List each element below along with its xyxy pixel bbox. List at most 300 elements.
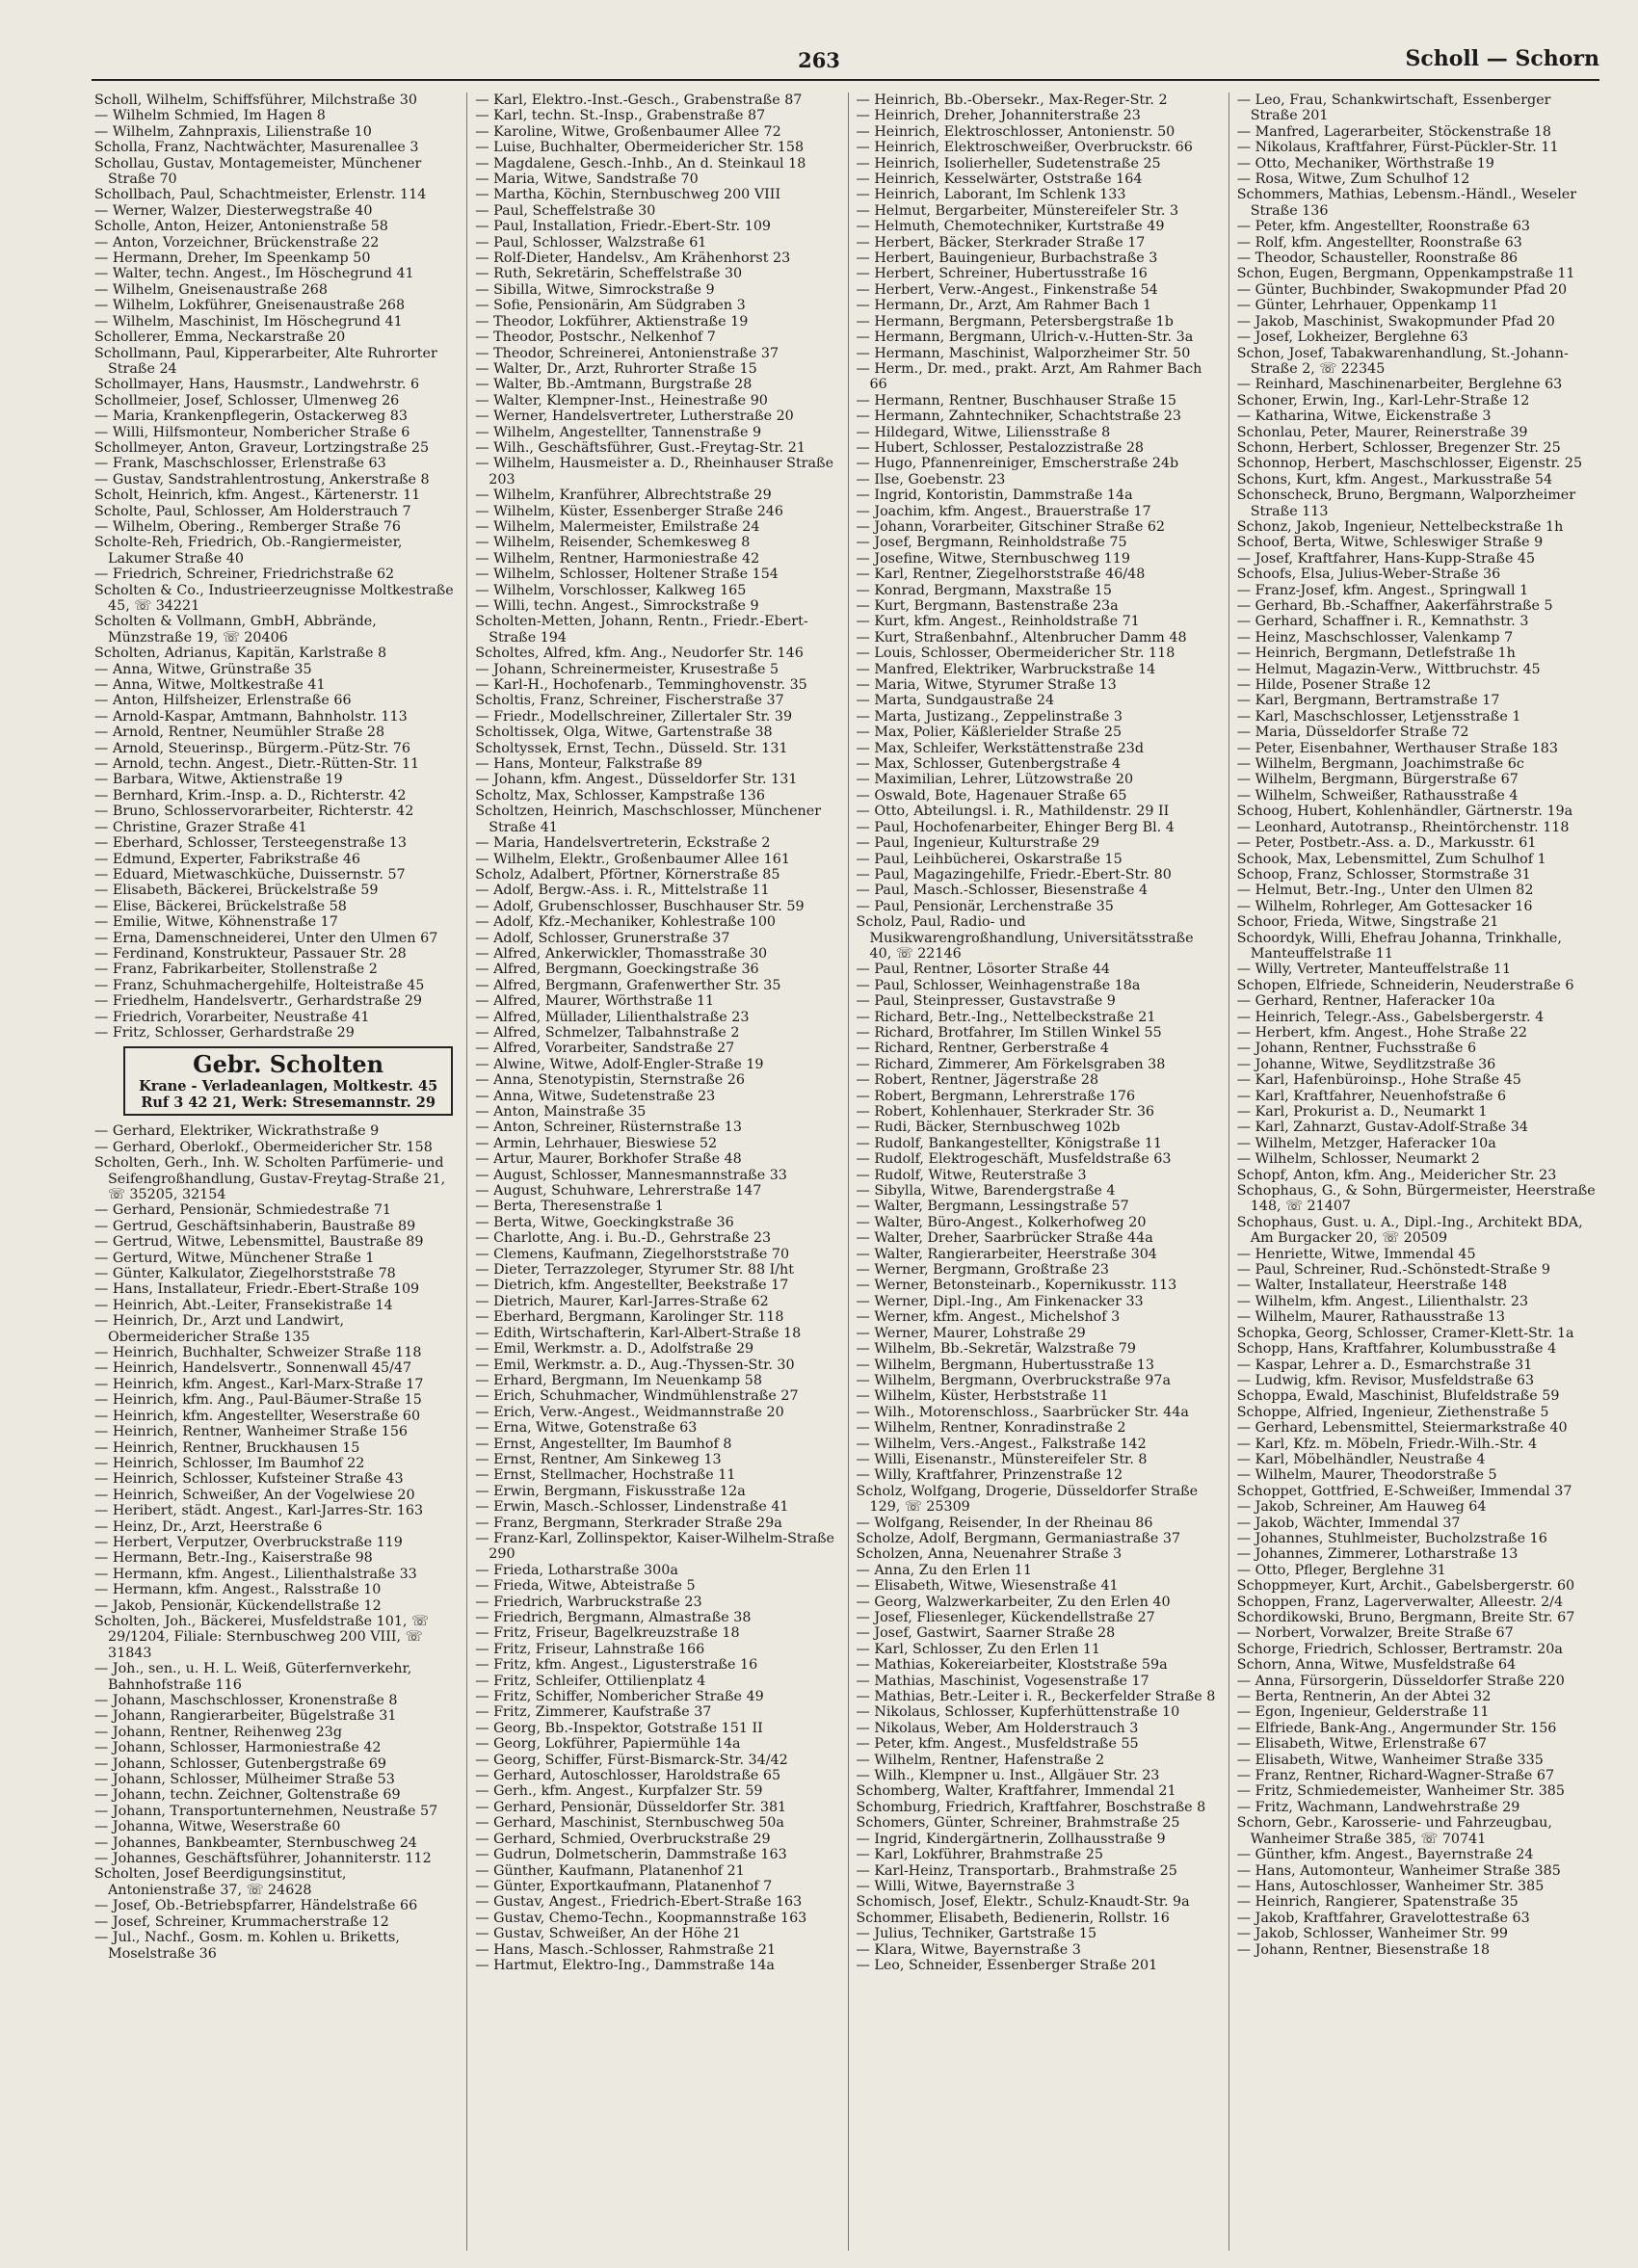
directory-entry: — Heinrich, Schweißer, An der Vogelwiese 20	[94, 1487, 415, 1503]
directory-entry: — Karl, Zahnarzt, Gustav-Adolf-Straße 34	[1236, 1120, 1528, 1136]
directory-entry: — Heinrich, Laborant, Im Schlenk 133	[856, 187, 1126, 203]
directory-entry: — Walter, Büro-Angest., Kolkerhofweg 20	[856, 1214, 1147, 1230]
directory-entry: — Gerhard, Autoschlosser, Haroldstraße 65	[475, 1768, 781, 1784]
directory-entry: — Frieda, Witwe, Abteistraße 5	[475, 1578, 696, 1595]
directory-entry: — Fritz, Friseur, Lahnstraße 166	[475, 1641, 705, 1657]
directory-entry: — Franz, Rentner, Richard-Wagner-Straße 67	[1236, 1768, 1555, 1784]
directory-entry: — Fritz, kfm. Angest., Ligusterstraße 16	[475, 1657, 758, 1674]
directory-entry: Scholtzen, Heinrich, Maschschlosser, Münchener Straße 41	[475, 804, 822, 835]
directory-entry: — Louis, Schlosser, Obermeidericher Str. 118	[856, 646, 1176, 662]
directory-columns	[94, 92, 1599, 2251]
directory-entry: — Peter, Postbetr.-Ass. a. D., Markusstr. 61	[1236, 835, 1537, 852]
directory-entry: Schopp, Hans, Kraftfahrer, Kolumbusstraße 4	[1236, 1341, 1557, 1358]
directory-entry: — Johann, Schlosser, Mülheimer Straße 53	[94, 1772, 395, 1788]
directory-entry: Scholte-Reh, Friedrich, Ob.-Rangiermeister, Lakumer Straße 40	[94, 535, 403, 567]
directory-entry: Schonz, Jakob, Ingenieur, Nettelbeckstraße 1h	[1236, 518, 1564, 535]
directory-entry: — Wilhelm, Maurer, Theodorstraße 5	[1236, 1467, 1497, 1484]
directory-entry: — Friedrich, Bergmann, Almastraße 38	[475, 1610, 752, 1625]
directory-entry: — Elisabeth, Witwe, Erlenstraße 67	[1236, 1736, 1487, 1753]
directory-entry: — Karl, Kfz. m. Möbeln, Friedr.-Wilh.-Str. 4	[1236, 1436, 1538, 1452]
directory-entry: — Josef, Lokheizer, Berglehne 63	[1236, 330, 1468, 346]
directory-entry: — Wilhelm, Angestellter, Tannenstraße 9	[475, 424, 762, 440]
directory-entry: — Jakob, Pensionär, Kückendellstraße 12	[94, 1597, 382, 1614]
directory-entry: — Walter, techn. Angest., Im Höschegrund 41	[94, 266, 414, 282]
directory-entry: — Karl, Schlosser, Zu den Erlen 11	[856, 1641, 1101, 1657]
directory-entry: — Edith, Wirtschafterin, Karl-Albert-Straße 18	[475, 1325, 802, 1341]
directory-entry: — Josef, Gastwirt, Saarner Straße 28	[856, 1625, 1116, 1642]
directory-entry: — Ingrid, Kontoristin, Dammstraße 14a	[856, 488, 1133, 504]
directory-entry: — Elisabeth, Witwe, Wiesenstraße 41	[856, 1578, 1119, 1595]
directory-entry: — Johann, Schlosser, Gutenbergstraße 69	[94, 1755, 386, 1772]
directory-entry: — Alfred, Schmelzer, Talbahnstraße 2	[475, 1024, 740, 1041]
directory-entry: — Johann, Rangierarbeiter, Bügelstraße 31	[94, 1708, 397, 1725]
directory-entry: Schoppmeyer, Kurt, Archit., Gabelsbergerstr. 60	[1236, 1578, 1575, 1595]
directory-entry: — Karl, Elektro.-Inst.-Gesch., Grabenstraße 87	[475, 92, 803, 108]
directory-entry: — Jakob, Schlosser, Wanheimer Str. 99	[1236, 1926, 1508, 1942]
directory-entry: — Richard, Zimmerer, Am Förkelsgraben 38	[856, 1056, 1166, 1072]
directory-entry: — Edmund, Experter, Fabrikstraße 46	[94, 851, 361, 867]
directory-entry: — Fritz, Schiffer, Nombericher Straße 49	[475, 1689, 764, 1705]
directory-entry: — Walter, Dreher, Saarbrücker Straße 44a	[856, 1230, 1153, 1247]
directory-entry: — Johann, Schreinermeister, Krusestraße 5	[475, 661, 779, 677]
directory-entry: — Theodor, Schausteller, Roonstraße 86	[1236, 251, 1519, 267]
directory-entry: — Johannes, Geschäftsführer, Johanniterstr. 112	[94, 1851, 432, 1867]
directory-entry: — Wolfgang, Reisender, In der Rheinau 86	[856, 1515, 1153, 1531]
directory-entry: — Anna, Witwe, Moltkestraße 41	[94, 677, 326, 694]
directory-entry: — Hermann, kfm. Angest., Lilienthalstraße 33	[94, 1566, 417, 1582]
directory-entry: — Mathias, Kokereiarbeiter, Kloststraße 59a	[856, 1657, 1168, 1674]
directory-entry: — Friedrich, Schreiner, Friedrichstraße 62	[94, 567, 395, 583]
directory-entry: — Karl, Möbelhändler, Neustraße 4	[1236, 1451, 1486, 1467]
directory-entry: — Jakob, Schreiner, Am Hauweg 64	[1236, 1499, 1487, 1516]
directory-entry: — Heinrich, Dreher, Johanniterstraße 23	[856, 108, 1141, 124]
directory-entry: — Emilie, Witwe, Köhnenstraße 17	[94, 914, 338, 931]
directory-entry: — Reinhard, Maschinenarbeiter, Berglehne 63	[1236, 377, 1563, 393]
directory-entry: — Fritz, Schlosser, Gerhardstraße 29	[94, 1024, 355, 1041]
column-1	[94, 92, 457, 2251]
directory-entry: Schopf, Anton, kfm. Ang., Meidericher Str. 23	[1236, 1167, 1557, 1183]
directory-entry: — Robert, Kohlenhauer, Sterkrader Str. 36	[856, 1104, 1155, 1120]
directory-entry: — Wilh., Klempner u. Inst., Allgäuer Str. 23	[856, 1768, 1160, 1784]
column-2	[466, 92, 837, 2251]
directory-entry: — Theodor, Schreinerei, Antonienstraße 37	[475, 345, 779, 361]
directory-entry: — Emil, Werkmstr. a. D., Aug.-Thyssen-Str. 30	[475, 1357, 795, 1373]
directory-entry: Schomisch, Josef, Elektr., Schulz-Knaudt-Str. 9a	[856, 1894, 1190, 1911]
directory-entry: — Wilhelm, Rentner, Konradinstraße 2	[856, 1420, 1126, 1437]
directory-entry: Scholle, Anton, Heizer, Antonienstraße 58	[94, 219, 388, 235]
directory-entry: — Jakob, Kraftfahrer, Gravelottestraße 63	[1236, 1910, 1530, 1926]
directory-entry: — Walter, Rangierarbeiter, Heerstraße 304	[856, 1246, 1157, 1262]
directory-entry: — Berta, Rentnerin, An der Abtei 32	[1236, 1689, 1492, 1705]
directory-entry: — Rudolf, Witwe, Reuterstraße 3	[856, 1167, 1087, 1183]
directory-entry: — Karl, Rentner, Ziegelhorststraße 46/48	[856, 567, 1146, 583]
directory-entry: — Maria, Düsseldorfer Straße 72	[1236, 725, 1469, 741]
directory-entry: — Anna, Stenotypistin, Sternstraße 26	[475, 1072, 745, 1089]
directory-entry: — Leo, Frau, Schankwirtschaft, Essenberger Straße 201	[1236, 92, 1551, 124]
directory-entry: — Wilhelm, Küster, Essenberger Straße 246	[475, 503, 783, 519]
directory-entry: — Barbara, Witwe, Aktienstraße 19	[94, 772, 343, 788]
directory-entry: — Hermann, Dr., Arzt, Am Rahmer Bach 1	[856, 298, 1152, 314]
directory-entry: — Heinrich, kfm. Angestellter, Weserstraße 60	[94, 1408, 421, 1424]
directory-entry: — Dietrich, kfm. Angestellter, Beekstraße 17	[475, 1278, 789, 1294]
directory-entry: — Wilhelm, Lokführer, Gneisenaustraße 268	[94, 298, 406, 314]
directory-entry: — Wilhelm, Schlosser, Holtener Straße 154	[475, 567, 779, 583]
directory-entry: — Wilhelm, Maurer, Rathausstraße 13	[1236, 1309, 1505, 1326]
directory-entry: Schomburg, Friedrich, Kraftfahrer, Boschstraße 8	[856, 1799, 1206, 1815]
running-head: Scholl — Schorn	[1405, 46, 1599, 71]
directory-entry: — Hugo, Pfannenreiniger, Emscherstraße 24b	[856, 456, 1179, 472]
directory-entry: — Ernst, Stellmacher, Hochstraße 11	[475, 1467, 736, 1484]
directory-entry: — Heinrich, kfm. Angest., Karl-Marx-Straße 17	[94, 1376, 424, 1392]
directory-entry: — Maria, Witwe, Styrumer Straße 13	[856, 677, 1117, 694]
directory-entry: — Willi, Eisenanstr., Münstereifeler Str. 8	[856, 1451, 1148, 1467]
directory-entry: — Gustav, Angest., Friedrich-Ebert-Straße 163	[475, 1894, 803, 1911]
directory-entry: Scholten & Co., Industrieerzeugnisse Moltkestraße 45, ☏ 34221	[94, 582, 454, 614]
directory-entry: — Erich, Verw.-Angest., Weidmannstraße 20	[475, 1404, 784, 1420]
directory-entry: — Rolf-Dieter, Handelsv., Am Krähenhorst 23	[475, 251, 791, 267]
directory-entry: — Karl-H., Hochofenarb., Temminghovenstr. 35	[475, 677, 807, 694]
directory-entry: — Manfred, Lagerarbeiter, Stöckenstraße 18	[1236, 123, 1552, 140]
directory-entry: Schons, Kurt, kfm. Angest., Markusstraße 54	[1236, 471, 1553, 488]
directory-entry: — Alfred, Maurer, Wörthstraße 11	[475, 993, 715, 1010]
directory-entry: Schollau, Gustav, Montagemeister, Münchener Straße 70	[94, 155, 422, 188]
directory-entry: — Richard, Betr.-Ing., Nettelbeckstraße 21	[856, 1009, 1156, 1025]
directory-entry: — Nikolaus, Schlosser, Kupferhüttenstraße 10	[856, 1704, 1180, 1721]
directory-entry: — Karl, Prokurist a. D., Neumarkt 1	[1236, 1104, 1488, 1120]
directory-entry: — Gerhard, Schaffner i. R., Kemnathstr. 3	[1236, 614, 1529, 630]
directory-entry: Schorn, Anna, Witwe, Musfeldstraße 64	[1236, 1657, 1517, 1674]
directory-entry: — Johann, Schlosser, Harmoniestraße 42	[94, 1740, 382, 1756]
directory-entry: — Wilhelm, Bergmann, Overbruckstraße 97a	[856, 1372, 1172, 1388]
directory-entry: — Gerhard, Elektriker, Wickrathstraße 9	[94, 1123, 380, 1140]
directory-entry: — Heinrich, Bb.-Obersekr., Max-Reger-Str. 2	[856, 92, 1168, 108]
directory-entry: — Theodor, Postschr., Nelkenhof 7	[475, 330, 716, 346]
directory-entry: — Wilhelm, Reisender, Schemkesweg 8	[475, 535, 751, 551]
directory-entry: — Friedrich, Vorarbeiter, Neustraße 41	[94, 1009, 370, 1025]
directory-entry: — Heribert, städt. Angest., Karl-Jarres-Str. 163	[94, 1503, 424, 1519]
directory-entry: — Georg, Walzwerkarbeiter, Zu den Erlen 40	[856, 1594, 1171, 1610]
directory-entry: Schonlau, Peter, Maurer, Reinerstraße 39	[1236, 424, 1528, 440]
directory-entry: Schophaus, G., & Sohn, Bürgermeister, Heerstraße 148, ☏ 21407	[1236, 1183, 1596, 1215]
ad-line-2: Ruf 3 42 21, Werk: Stresemannstr. 29	[141, 1094, 436, 1112]
directory-entry: — Karl, Kraftfahrer, Neuenhofstraße 6	[1236, 1088, 1507, 1104]
directory-entry: — Kurt, Straßenbahnf., Altenbrucher Damm 48	[856, 629, 1187, 646]
directory-entry: — Josef, Fliesenleger, Kückendellstraße 27	[856, 1610, 1155, 1625]
directory-entry: — Johanne, Witwe, Seydlitzstraße 36	[1236, 1056, 1496, 1072]
directory-entry: — Fritz, Zimmerer, Kaufstraße 37	[475, 1704, 712, 1721]
directory-entry: Scholtissek, Olga, Witwe, Gartenstraße 38	[475, 725, 773, 741]
directory-entry: — Dietrich, Maurer, Karl-Jarres-Straße 62	[475, 1293, 769, 1309]
directory-entry: — Oswald, Bote, Hagenauer Straße 65	[856, 787, 1127, 804]
directory-entry: — Paul, Schreiner, Rud.-Schönstedt-Straße 9	[1236, 1262, 1551, 1279]
directory-entry: — Dieter, Terrazzoleger, Styrumer Str. 88 I/ht	[475, 1262, 794, 1279]
directory-entry: — Heinrich, Rangierer, Spatenstraße 35	[1236, 1894, 1519, 1911]
directory-entry: — Elisabeth, Bäckerei, Brückelstraße 59	[94, 883, 379, 899]
directory-entry: — Heinrich, Kesselwärter, Oststraße 164	[856, 171, 1143, 188]
directory-entry: — Franz, Fabrikarbeiter, Stollenstraße 2	[94, 962, 378, 978]
directory-entry: Scholl, Wilhelm, Schiffsführer, Milchstraße 30	[94, 92, 417, 108]
directory-entry: — Adolf, Schlosser, Grunerstraße 37	[475, 930, 730, 946]
directory-entry: — Mathias, Maschinist, Vogesenstraße 17	[856, 1673, 1149, 1689]
directory-entry: — Herbert, Verw.-Angest., Finkenstraße 54	[856, 281, 1158, 298]
directory-entry: — Paul, Magazingehilfe, Friedr.-Ebert-Str. 80	[856, 866, 1172, 883]
directory-entry: — Werner, Maurer, Lohstraße 29	[856, 1325, 1086, 1341]
directory-entry: Scholzen, Anna, Neuenahrer Straße 3	[856, 1546, 1123, 1563]
directory-entry: — Arnold-Kaspar, Amtmann, Bahnholstr. 113	[94, 708, 408, 725]
directory-entry: — Hans, Autoschlosser, Wanheimer Str. 385	[1236, 1878, 1545, 1894]
directory-entry: — Heinrich, Schlosser, Kufsteiner Straße 43	[94, 1471, 404, 1488]
directory-entry: — Jakob, Wächter, Immendal 37	[1236, 1515, 1461, 1531]
directory-entry: Scholte, Paul, Schlosser, Am Holderstrauch 7	[94, 503, 411, 519]
directory-entry: — Anna, Witwe, Sudetenstraße 23	[475, 1088, 716, 1104]
directory-entry: — Leonhard, Autotransp., Rheintörchenstr. 118	[1236, 819, 1570, 835]
directory-entry: — Franz-Josef, kfm. Angest., Springwall 1	[1236, 582, 1529, 598]
directory-entry: — Franz-Karl, Zollinspektor, Kaiser-Wilhelm-Straße 290	[475, 1530, 835, 1563]
directory-entry: Schoofs, Elsa, Julius-Weber-Straße 36	[1236, 567, 1501, 583]
directory-entry: — Werner, Bergmann, Großtraße 23	[856, 1262, 1109, 1279]
directory-entry: Schommer, Elisabeth, Bedienerin, Rollstr. 16	[856, 1910, 1170, 1926]
directory-entry: — Paul, Installation, Friedr.-Ebert-Str. 109	[475, 219, 772, 235]
directory-entry: — Hermann, Zahntechniker, Schachtstraße 23	[856, 409, 1181, 425]
directory-entry: — Herbert, Verputzer, Overbruckstraße 119	[94, 1534, 403, 1550]
directory-entry: — Helmuth, Chemotechniker, Kurtstraße 49	[856, 219, 1165, 235]
directory-entry: Scholten & Vollmann, GmbH, Abbrände, Münzstraße 19, ☏ 20406	[94, 614, 377, 646]
page-number: 263	[798, 48, 840, 72]
directory-entry: — Hermann, Rentner, Buschhauser Straße 15	[856, 392, 1176, 409]
directory-entry: — Armin, Lehrhauer, Bieswiese 52	[475, 1135, 718, 1151]
directory-entry: — Wilhelm, Bergmann, Joachimstraße 6c	[1236, 756, 1524, 773]
directory-entry: Schoner, Erwin, Ing., Karl-Lehr-Straße 12	[1236, 392, 1530, 409]
directory-entry: Scholten, Gerh., Inh. W. Scholten Parfümerie- und Seifengroßhandlung, Gustav-Freytag-Straße 21, ☏ 35205, 32154	[94, 1155, 446, 1202]
directory-entry: — Heinrich, Handelsvertr., Sonnenwall 45/47	[94, 1360, 412, 1377]
directory-entry: Schonscheck, Bruno, Bergmann, Walporzheimer Straße 113	[1236, 488, 1576, 519]
directory-entry: — Gudrun, Dolmetscherin, Dammstraße 163	[475, 1847, 787, 1863]
directory-entry: — Werner, Dipl.-Ing., Am Finkenacker 33	[856, 1293, 1144, 1309]
directory-entry: — Ernst, Angestellter, Im Baumhof 8	[475, 1436, 732, 1452]
directory-entry: — Ferdinand, Konstrukteur, Passauer Str. 28	[94, 945, 407, 962]
directory-entry: — Franz, Schuhmachergehilfe, Holteistraße 45	[94, 977, 425, 993]
directory-entry: Schopka, Georg, Schlosser, Cramer-Klett-Str. 1a	[1236, 1325, 1574, 1341]
directory-entry: — Anton, Schreiner, Rüsternstraße 13	[475, 1120, 742, 1136]
directory-entry: — Sofie, Pensionärin, Am Südgraben 3	[475, 298, 746, 314]
directory-entry: — Rolf, kfm. Angestellter, Roonstraße 63	[1236, 234, 1522, 251]
directory-entry: — Maria, Witwe, Sandstraße 70	[475, 171, 699, 188]
directory-entry: — Herbert, Bäcker, Sterkrader Straße 17	[856, 234, 1146, 251]
directory-entry: — Frieda, Lotharstraße 300a	[475, 1562, 678, 1578]
directory-entry: Schoog, Hubert, Kohlenhändler, Gärtnerstr. 19a	[1236, 804, 1573, 820]
directory-entry: Scholten, Joh., Bäckerei, Musfeldstraße 101, ☏ 29/1204, Filiale: Sternbuschweg 200 VIII, ☏ 31843	[94, 1613, 429, 1661]
directory-entry: — Wilhelm, Gneisenaustraße 268	[94, 281, 328, 298]
directory-entry: — Wilhelm, Rentner, Harmoniestraße 42	[475, 550, 760, 567]
directory-entry: — Josef, Ob.-Betriebspfarrer, Händelstraße 66	[94, 1898, 418, 1914]
directory-entry: — Heinrich, Elektroschlosser, Antonienstr. 50	[856, 123, 1176, 140]
directory-entry: — Herbert, kfm. Angest., Hohe Straße 22	[1236, 1024, 1528, 1041]
directory-entry: — Erich, Schuhmacher, Windmühlenstraße 27	[475, 1388, 799, 1405]
directory-entry: Scholze, Adolf, Bergmann, Germaniastraße 37	[856, 1530, 1181, 1546]
directory-entry: Schollmeier, Josef, Schlosser, Ulmenweg 26	[94, 392, 400, 409]
directory-entry: — Theodor, Lokführer, Aktienstraße 19	[475, 313, 749, 330]
directory-entry: — Robert, Bergmann, Lehrerstraße 176	[856, 1088, 1136, 1104]
directory-entry: Schonnop, Herbert, Maschschlosser, Eigenstr. 25	[1236, 456, 1583, 472]
directory-entry: — Bruno, Schlosservorarbeiter, Richterstr. 42	[94, 804, 414, 820]
directory-entry: — Wilhelm, Elektr., Großenbaumer Allee 161	[475, 851, 790, 867]
directory-entry: — Eberhard, Schlosser, Tersteegenstraße 13	[94, 835, 407, 852]
directory-entry: — Johannes, Stuhlmeister, Bucholzstraße 16	[1236, 1530, 1547, 1546]
directory-entry: — Heinz, Dr., Arzt, Heerstraße 6	[94, 1518, 323, 1535]
directory-entry: — Mathias, Betr.-Leiter i. R., Beckerfelder Straße 8	[856, 1689, 1216, 1705]
directory-entry: Schomers, Günter, Schreiner, Brahmstraße 25	[856, 1815, 1180, 1832]
directory-entry: — Karoline, Witwe, Großenbaumer Allee 72	[475, 123, 781, 140]
directory-entry: — Joachim, kfm. Angest., Brauerstraße 17	[856, 503, 1151, 519]
directory-entry: — Henriette, Witwe, Immendal 45	[1236, 1246, 1476, 1262]
directory-entry: — Paul, Scheffelstraße 30	[475, 202, 656, 219]
directory-entry: Schollmayer, Hans, Hausmstr., Landwehrstr. 6	[94, 377, 420, 393]
directory-entry: Scholten, Josef Beerdigungsinstitut, Antonienstraße 37, ☏ 24628	[94, 1866, 347, 1898]
directory-entry: — Herm., Dr. med., prakt. Arzt, Am Rahmer Bach 66	[856, 360, 1202, 393]
directory-entry: — Hermann, Maschinist, Walporzheimer Str. 50	[856, 345, 1191, 361]
directory-entry: — Hildegard, Witwe, Liliensstraße 8	[856, 424, 1111, 440]
directory-entry: — Georg, Schiffer, Fürst-Bismarck-Str. 34/42	[475, 1752, 788, 1768]
directory-entry: — Fritz, Schleifer, Ottilienplatz 4	[475, 1673, 706, 1689]
directory-entry: — Heinrich, Telegr.-Ass., Gabelsbergerstr. 4	[1236, 1009, 1545, 1025]
directory-entry: Schophaus, Gust. u. A., Dipl.-Ing., Architekt BDA, Am Burgacker 20, ☏ 20509	[1236, 1214, 1583, 1247]
directory-entry: — Johannes, Bankbeamter, Sternbuschweg 24	[94, 1834, 417, 1851]
directory-entry: — Josef, Schreiner, Krummacherstraße 12	[94, 1913, 389, 1930]
directory-entry: — Katharina, Witwe, Eickenstraße 3	[1236, 409, 1492, 425]
directory-entry: Schommers, Mathias, Lebensm.-Händl., Weseler Straße 136	[1236, 187, 1577, 219]
directory-entry: — Heinrich, Dr., Arzt und Landwirt, Obermeidericher Straße 135	[94, 1313, 345, 1345]
column-4	[1228, 92, 1599, 2251]
directory-entry: Schollbach, Paul, Schachtmeister, Erlenstr. 114	[94, 187, 427, 203]
directory-entry: — Ernst, Rentner, Am Sinkeweg 13	[475, 1451, 722, 1467]
directory-entry: — Anna, Fürsorgerin, Düsseldorfer Straße 220	[1236, 1673, 1565, 1689]
directory-entry: — Wilh., Geschäftsführer, Gust.-Freytag-Str. 21	[475, 439, 806, 456]
directory-entry: Schoordyk, Willi, Ehefrau Johanna, Trinkhalle, Manteuffelstraße 11	[1236, 930, 1562, 962]
directory-entry: — Hermann, Dreher, Im Speenkamp 50	[94, 251, 371, 267]
directory-entry: — Erwin, Bergmann, Fiskusstraße 12a	[475, 1483, 746, 1499]
directory-entry: — Sibilla, Witwe, Simrockstraße 9	[475, 281, 715, 298]
directory-entry: — Heinrich, Bergmann, Detlefstraße 1h	[1236, 646, 1516, 662]
directory-entry: — Heinrich, kfm. Ang., Paul-Bäumer-Straße 15	[94, 1392, 422, 1409]
directory-entry: — Gerturd, Witwe, Münchener Straße 1	[94, 1250, 375, 1266]
directory-entry: — Peter, Eisenbahner, Werthauser Straße 183	[1236, 740, 1558, 756]
directory-entry: — Wilhelm, Bergmann, Bürgerstraße 67	[1236, 772, 1519, 788]
directory-entry: — Wilhelm, kfm. Angest., Lilienthalstr. 23	[1236, 1293, 1529, 1309]
directory-entry: — Kaspar, Lehrer a. D., Esmarchstraße 31	[1236, 1357, 1533, 1373]
directory-entry: — Willi, techn. Angest., Simrockstraße 9	[475, 598, 759, 614]
directory-entry: Scholten, Adrianus, Kapitän, Karlstraße 8	[94, 646, 387, 662]
directory-entry: — Jakob, Maschinist, Swakopmunder Pfad 20	[1236, 313, 1555, 330]
directory-entry: — Luise, Buchhalter, Obermeidericher Str. 158	[475, 140, 805, 156]
directory-entry: — Richard, Brotfahrer, Im Stillen Winkel 55	[856, 1024, 1162, 1041]
directory-entry: Scholz, Wolfgang, Drogerie, Düsseldorfer Straße 129, ☏ 25309	[856, 1483, 1199, 1516]
directory-entry: — Wilhelm, Bergmann, Hubertusstraße 13	[856, 1357, 1154, 1373]
directory-entry: — Hermann, Bergmann, Petersbergstraße 1b	[856, 313, 1174, 330]
directory-entry: — Hermann, Bergmann, Ulrich-v.-Hutten-Str. 3a	[856, 330, 1194, 346]
directory-entry: — Martha, Köchin, Sternbuschweg 200 VIII	[475, 187, 781, 203]
directory-entry: — Wilhelm, Hausmeister a. D., Rheinhauser Straße 203	[475, 456, 834, 488]
directory-entry: — Paul, Schlosser, Walzstraße 61	[475, 234, 707, 251]
directory-entry: — Johann, Rentner, Biesenstraße 18	[1236, 1941, 1491, 1958]
directory-entry: — August, Schuhware, Lehrerstraße 147	[475, 1183, 762, 1200]
directory-entry: Schook, Max, Lebensmittel, Zum Schulhof 1	[1236, 851, 1546, 867]
directory-entry: — Paul, Ingenieur, Kulturstraße 29	[856, 835, 1100, 852]
directory-entry: — Nikolaus, Kraftfahrer, Fürst-Pückler-Str. 11	[1236, 140, 1559, 156]
directory-entry: — Wilh., Motorenschloss., Saarbrücker Str. 44a	[856, 1404, 1189, 1420]
directory-entry: — Anna, Zu den Erlen 11	[856, 1562, 1032, 1578]
directory-entry: — Wilhelm, Bb.-Sekretär, Walzstraße 79	[856, 1341, 1136, 1358]
directory-entry: — Konrad, Bergmann, Maxstraße 15	[856, 582, 1113, 598]
directory-entry: — Josef, Kraftfahrer, Hans-Kupp-Straße 45	[1236, 550, 1536, 567]
directory-entry: — Ludwig, kfm. Revisor, Musfeldstraße 63	[1236, 1372, 1535, 1388]
directory-entry: — Anna, Witwe, Grünstraße 35	[94, 661, 312, 677]
directory-entry: — Karl, Bergmann, Bertramstraße 17	[1236, 693, 1500, 709]
directory-entry: — Rudolf, Bankangestellter, Königstraße 11	[856, 1135, 1163, 1151]
directory-entry: — Nikolaus, Weber, Am Holderstrauch 3	[856, 1720, 1139, 1736]
directory-entry: — Joh., sen., u. H. L. Weiß, Güterfernverkehr, Bahnhofstraße 116	[94, 1661, 412, 1693]
directory-entry: — Ingrid, Kindergärtnerin, Zollhausstraße 9	[856, 1831, 1166, 1847]
directory-entry: Scholtyssek, Ernst, Techn., Düsseld. Str. 131	[475, 740, 788, 756]
directory-entry: — Adolf, Kfz.-Mechaniker, Kohlestraße 100	[475, 914, 777, 931]
directory-entry: — Friedr., Modellschreiner, Zillertaler Str. 39	[475, 708, 793, 725]
directory-entry: — Günter, Kalkulator, Ziegelhorststraße 78	[94, 1266, 396, 1282]
directory-entry: Schoof, Berta, Witwe, Schleswiger Straße 9	[1236, 535, 1544, 551]
directory-entry: — Gertrud, Witwe, Lebensmittel, Baustraße 89	[94, 1234, 424, 1251]
directory-entry: — Eberhard, Bergmann, Karolinger Str. 118	[475, 1309, 784, 1326]
directory-entry: — Berta, Theresenstraße 1	[475, 1199, 664, 1215]
directory-entry: — Elise, Bäckerei, Brückelstraße 58	[94, 898, 347, 914]
directory-entry: — Max, Schlosser, Gutenbergstraße 4	[856, 756, 1122, 773]
directory-entry: Schomberg, Walter, Kraftfahrer, Immendal 21	[856, 1783, 1176, 1800]
directory-entry: — Walter, Installateur, Heerstraße 148	[1236, 1278, 1508, 1294]
directory-entry: — Walter, Klempner-Inst., Heinestraße 90	[475, 392, 768, 409]
directory-entry: — Julius, Techniker, Gartstraße 15	[856, 1926, 1097, 1942]
directory-entry: — Paul, Rentner, Lösorter Straße 44	[856, 962, 1111, 978]
directory-entry: — Friedrich, Warbruckstraße 23	[475, 1594, 702, 1610]
directory-entry: — Walter, Dr., Arzt, Ruhrorter Straße 15	[475, 360, 757, 377]
directory-entry: — Arnold, Steuerinsp., Bürgerm.-Pütz-Str. 76	[94, 740, 410, 756]
directory-entry: — Clemens, Kaufmann, Ziegelhorststraße 70	[475, 1246, 790, 1262]
directory-entry: — Karl, techn. St.-Insp., Grabenstraße 87	[475, 108, 766, 124]
directory-entry: — Karl-Heinz, Transportarb., Brahmstraße 25	[856, 1862, 1177, 1879]
directory-entry: — Werner, kfm. Angest., Michelshof 3	[856, 1309, 1121, 1326]
directory-entry: — Jul., Nachf., Gosm. m. Kohlen u. Briketts, Moselstraße 36	[94, 1930, 400, 1962]
directory-entry: — Wilhelm, Rentner, Hafenstraße 2	[856, 1752, 1105, 1768]
directory-entry: — Marta, Sundgaustraße 24	[856, 693, 1055, 709]
directory-entry: — Arnold, techn. Angest., Dietr.-Rütten-Str. 11	[94, 756, 420, 773]
directory-entry: — Karl, Lokführer, Brahmstraße 25	[856, 1847, 1103, 1863]
directory-entry: — Fritz, Wachmann, Landwehrstraße 29	[1236, 1799, 1520, 1815]
directory-entry: — Gerhard, Schmied, Overbruckstraße 29	[475, 1831, 771, 1847]
directory-entry: — Johanna, Witwe, Weserstraße 60	[94, 1819, 341, 1835]
directory-entry: — Rudolf, Elektrogeschäft, Musfeldstraße 63	[856, 1151, 1172, 1168]
directory-entry: — Hans, Masch.-Schlosser, Rahmstraße 21	[475, 1941, 777, 1958]
directory-entry: — Willy, Kraftfahrer, Prinzenstraße 12	[856, 1467, 1123, 1484]
directory-entry: — Fritz, Schmiedemeister, Wanheimer Str. 385	[1236, 1783, 1565, 1800]
directory-entry: — Franz, Bergmann, Sterkrader Straße 29a	[475, 1515, 782, 1531]
directory-entry: — Arnold, Rentner, Neumühler Straße 28	[94, 725, 385, 741]
directory-entry: — Berta, Witwe, Goeckingkstraße 36	[475, 1214, 734, 1230]
directory-entry: — Johann, Maschschlosser, Kronenstraße 8	[94, 1693, 398, 1708]
directory-entry: — Robert, Rentner, Jägerstraße 28	[856, 1072, 1099, 1089]
directory-entry: — Gerhard, Maschinist, Sternbuschweg 50a	[475, 1815, 784, 1832]
directory-entry: Scholtz, Max, Schlosser, Kampstraße 136	[475, 787, 765, 804]
directory-entry: Schoppe, Alfried, Ingenieur, Ziethenstraße 5	[1236, 1404, 1549, 1420]
directory-entry: — Alwine, Witwe, Adolf-Engler-Straße 19	[475, 1056, 764, 1072]
directory-entry: — Gerhard, Pensionär, Schmiedestraße 71	[94, 1202, 392, 1219]
ad-title: Gebr. Scholten	[193, 1050, 384, 1079]
directory-entry: — Richard, Rentner, Gerberstraße 4	[856, 1041, 1109, 1057]
